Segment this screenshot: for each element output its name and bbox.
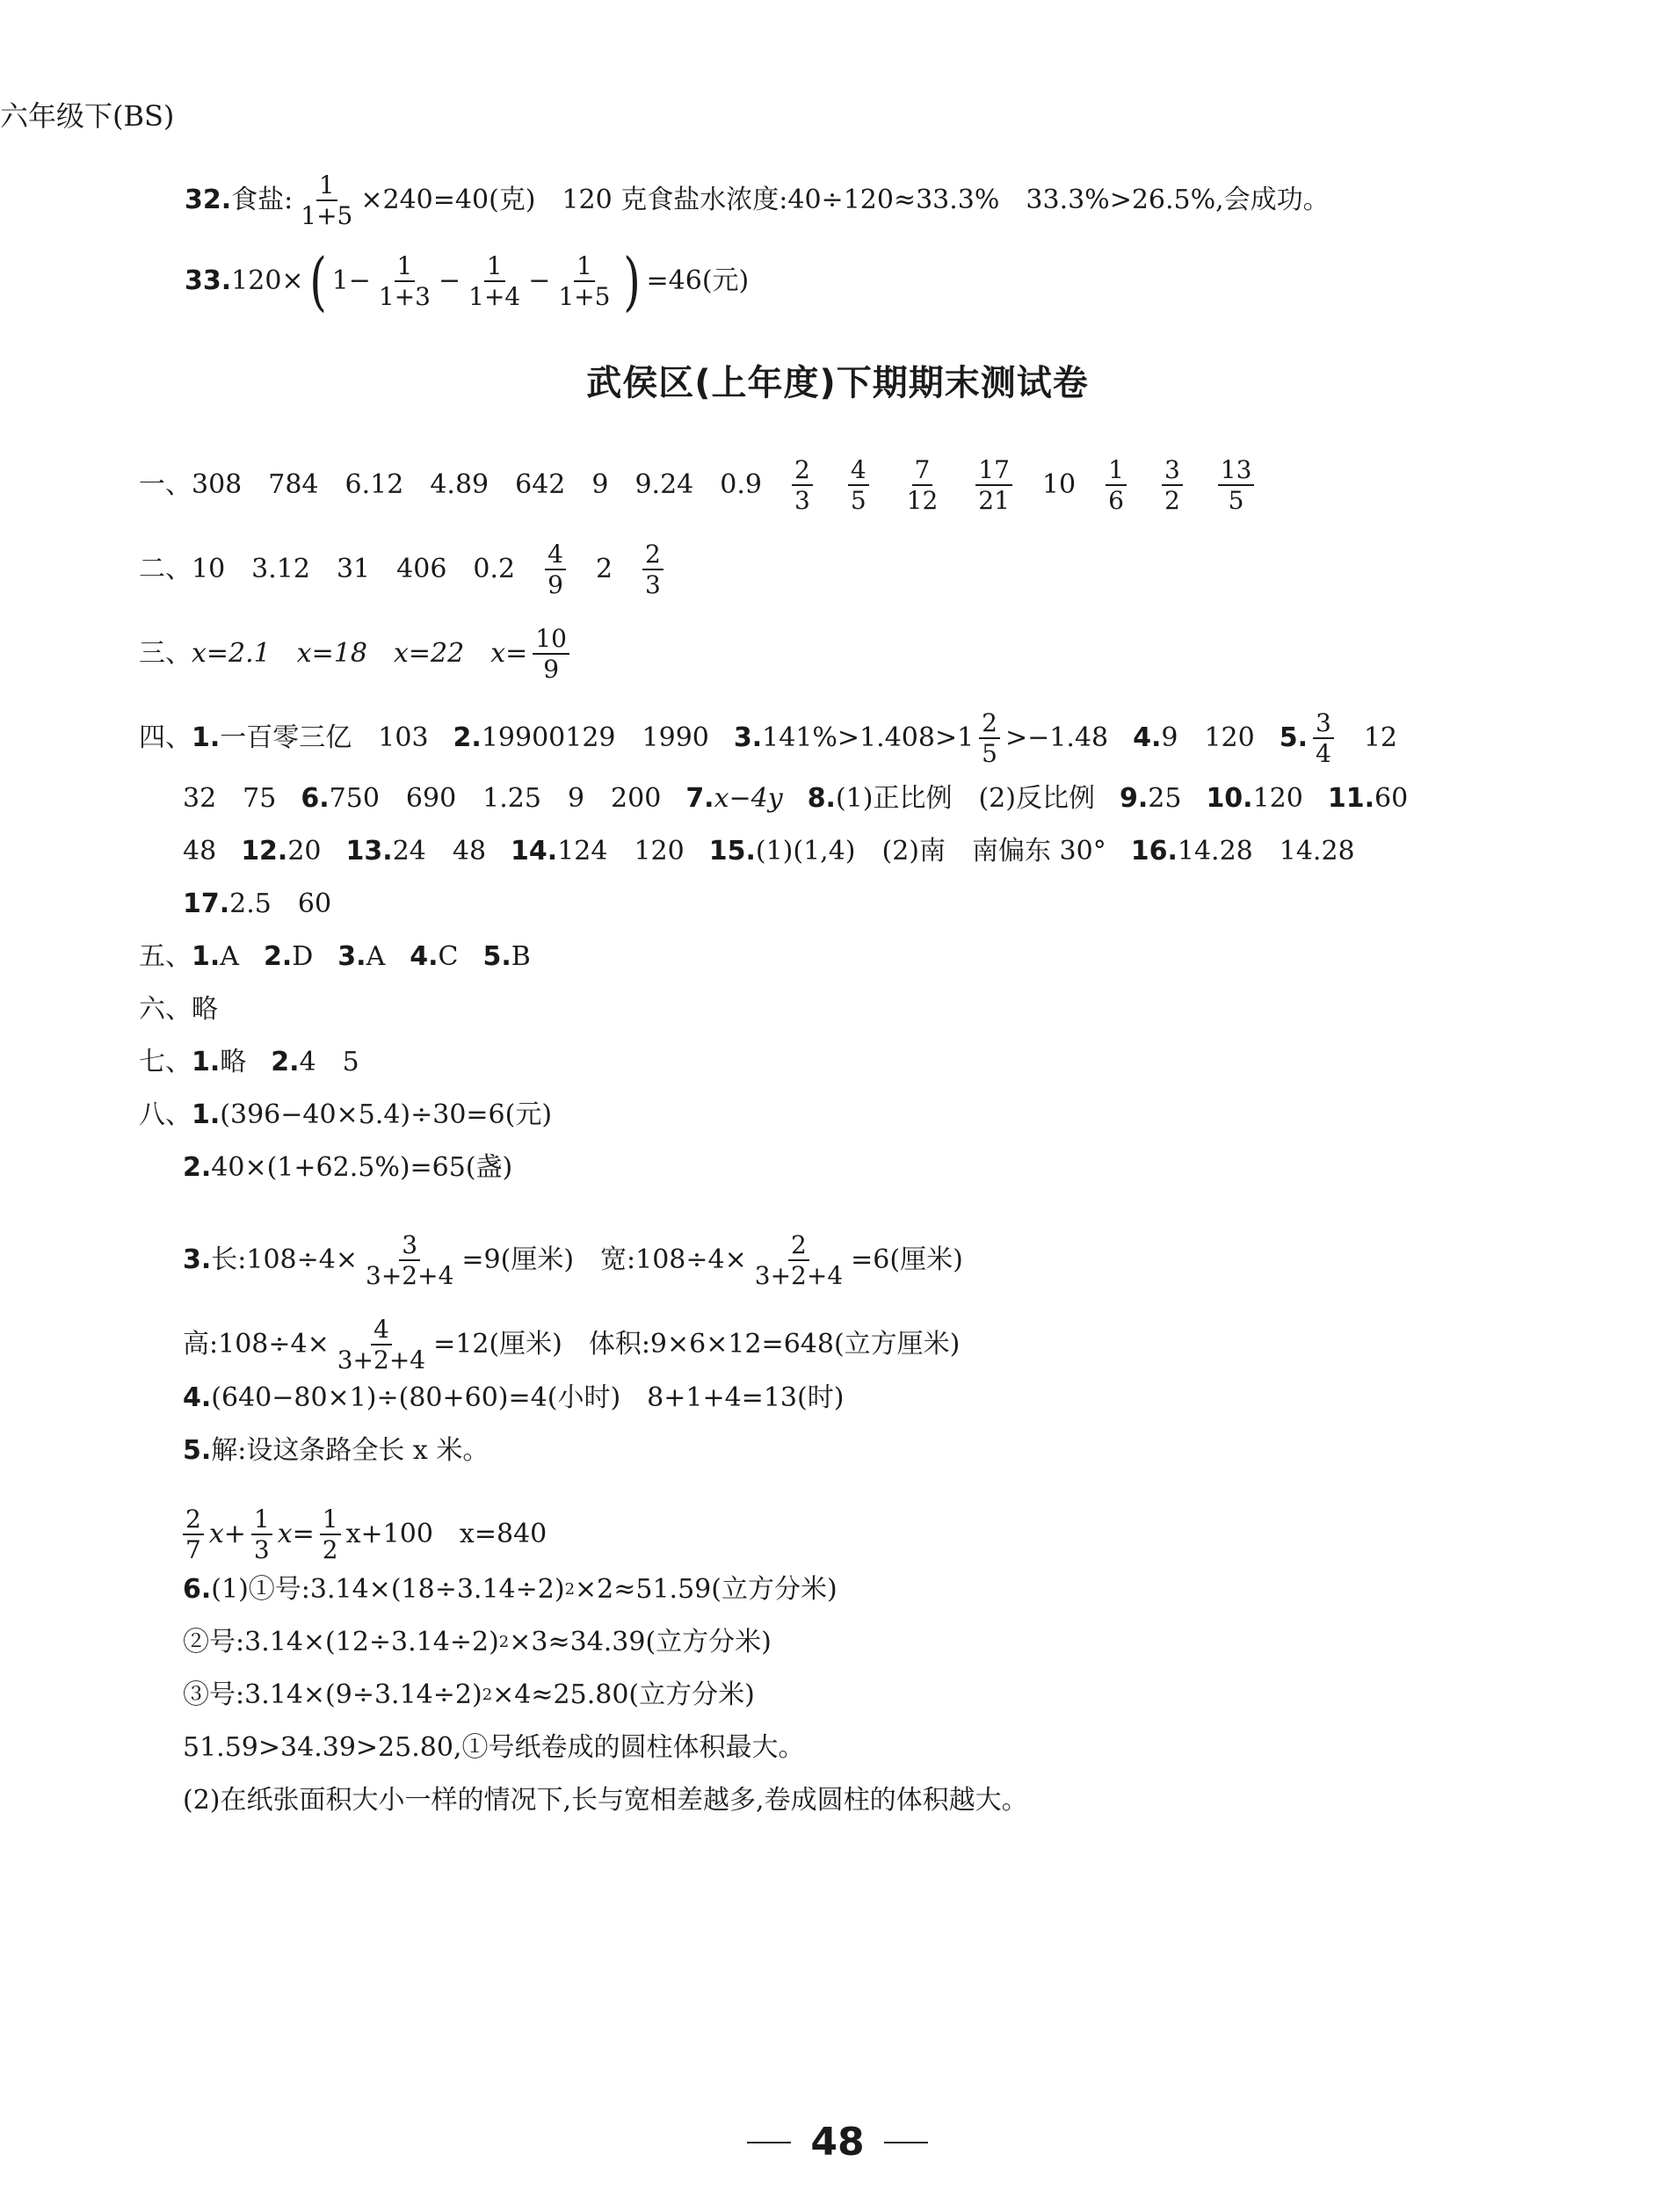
section-4-line-3: 48 12. 20 13. 24 48 14. 124 120 15. (1)(1,4) (2)南 南偏东 30° 16. 14.28 14.28 [183,836,1355,867]
section-1-answers: 一、 308 784 6.12 4.89 642 9 9.24 0.9 2 3 4 5 7 12 17 21 10 1 6 3 2 13 5 [139,457,1259,514]
section-8-q6-line-5: (2)在纸张面积大小一样的情况下,长与宽相差越多,卷成圆柱的体积越大。 [183,1785,1028,1816]
section-8-q2: 2. 40×(1+62.5%)=65(盏) [183,1152,513,1183]
page-number: 48 [810,2120,865,2165]
section-4-line-2: 32 75 6. 750 690 1.25 9 200 7. x−4y 8. (1)正比例 (2)反比例 9. 25 10. 120 11. 60 [183,783,1409,814]
section-2-answers: 二、 10 3.12 31 406 0.2 4 9 2 2 3 [139,541,669,598]
section-5-answers: 五、 1. A 2. D 3. A 4. C 5. B [139,941,531,972]
section-8-q4: 4. (640−80×1)÷(80+60)=4(小时) 8+1+4=13(时) [183,1382,845,1413]
section-8-q6-line-3: ③号:3.14×(9÷3.14÷2) 2 ×4≈25.80(立方分米) [183,1679,755,1710]
page-footer [0,2120,1675,2165]
section-8-q1: 八、 1. (396−40×5.4)÷30=6(元) [139,1099,553,1130]
section-4-line-1: 四、 1. 一百零三亿 103 2. 19900129 1990 3. 141%>1.408>1 2 5 >−1.48 4. 9 120 5. 3 4 12 [139,708,1398,769]
fraction: $\frac{1}{1+5}$ [301,170,353,231]
section-8-q5: 5. 解:设这条路全长 x 米。 [183,1435,489,1466]
section-3-answers: 三、 x=2.1 x=18 x=22 x= $\frac{10}{9}$ [139,626,575,683]
section-8-q6-line-2: ②号:3.14×(12÷3.14÷2) 2 ×3≈34.39(立方分米) [183,1627,772,1657]
answer-33: 33. 120× ( 1− $\frac{1}{1+3}$ − $\frac{1}{1+4}$ − $\frac{1}{1+5}$ ) =46(元) [185,244,750,318]
section-8-q6-line-4: 51.59>34.39>25.80,①号纸卷成的圆柱体积最大。 [183,1732,805,1763]
section-8-q3-line-1: 3. 长:108÷4× $\frac{3}{3+2+4}$ =9(厘米) 宽:108÷4× $\frac{2}{3+2+4}$ =6(厘米) [183,1230,963,1291]
header-grade-label: 六年级下(BS) [0,99,175,133]
section-title: 武侯区(上年度)下期期末测试卷 [586,363,1089,403]
section-6-answers: 六、 略 [139,994,218,1025]
section-4-line-4: 17. 2.5 60 [183,888,332,919]
answer-32: 32. 食盐: $\frac{1}{1+5}$ ×240=40(克) 120 克食盐水浓度:40÷120≈33.3% 33.3%>26.5%,会成功。 [185,170,1330,231]
section-8-q5-equation: 2 7 x+ $\frac{1}{3}$ x= $\frac{1}{2}$ x+100 x=840 [178,1506,547,1563]
section-7-answers: 七、 1. 略 2. 4 5 [139,1047,359,1077]
section-8-q6-line-1: 6. (1)①号:3.14×(18÷3.14÷2) 2 ×2≈51.59(立方分米) [183,1574,838,1605]
section-8-q3-line-2: 高:108÷4× $\frac{4}{3+2+4}$ =12(厘米) 体积:9×6×12=648(立方厘米) [183,1315,961,1375]
